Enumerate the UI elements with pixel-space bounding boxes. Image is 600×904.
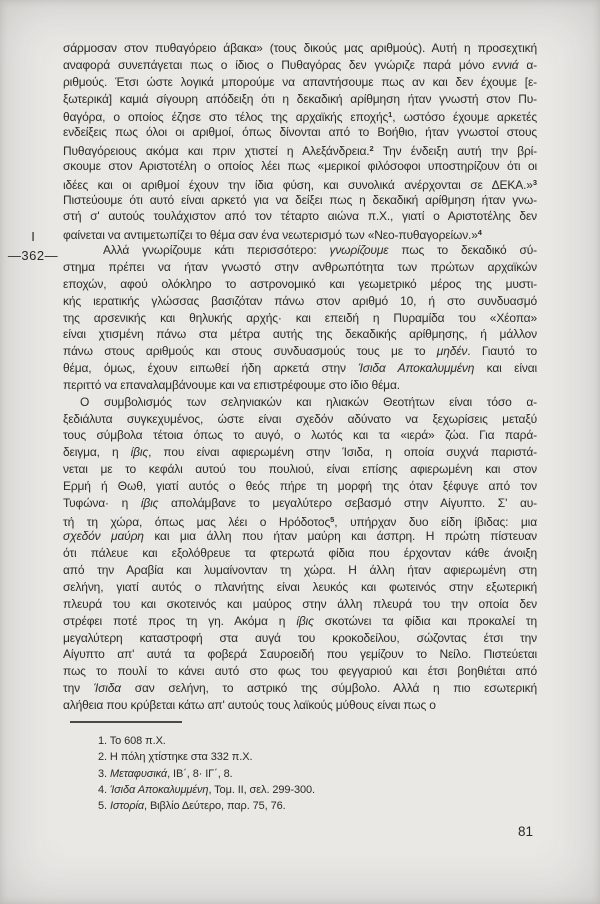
footnote-separator	[70, 721, 182, 723]
text-line	[63, 175, 537, 192]
text-segment: Αίγυπτο απ' αυτά τα φοβερά Σαυροειδή που γεμίζουν το Νείλο. Πιστεύεται	[63, 647, 537, 662]
text-segment: και μια άλλη που ήταν μαύρη και άσπρη. Η πρώτη πίστευαν	[143, 529, 537, 544]
text-line	[98, 798, 518, 814]
text-segment: 5.	[98, 800, 110, 813]
text-line	[63, 208, 537, 225]
text-segment: Πιστεύουμε ότι αυτό είναι αρκετό για να δείξει πως η δεκαδική αρίθμηση ήταν γνω-	[63, 192, 537, 207]
text-segment: τους σύμβολα τέτοια όπως το αυγό, ο λωτός και τα «ιερά» ζώα. Για παρά-	[63, 428, 537, 443]
footnote-marker: 3	[532, 177, 537, 187]
text-line	[63, 91, 537, 108]
text-line	[63, 394, 537, 411]
text-line	[63, 495, 537, 512]
text-segment: είναι χτισμένη πάνω στα μέτρα αυτής της δεκαδικής αρίθμησης, ή μάλλον	[63, 327, 537, 342]
text-segment: Ίσιδα	[93, 681, 122, 696]
text-line	[63, 545, 537, 562]
text-line	[63, 310, 537, 327]
paragraph	[63, 40, 537, 242]
text-segment: ίβις	[130, 445, 149, 460]
margin-note	[0, 226, 66, 264]
text-segment: σχεδόν μαύρη	[63, 529, 144, 544]
text-segment: , ΙΒ΄, 8· ΙΓ΄, 8.	[167, 767, 233, 780]
text-line	[63, 74, 537, 91]
text-segment: ξεδιάλυτα συγκεχυμένος, ώστε είναι σχεδόν αδύνατο να ξεχωρίσεις μεταξύ	[63, 411, 537, 426]
text-line	[63, 512, 537, 529]
text-segment: ίβις	[296, 613, 314, 628]
text-segment: πως το πουλί το κάνει αυτό στο φως του φεγγαριού και έτσι βοηθιέται από	[63, 664, 537, 679]
text-line	[63, 630, 537, 647]
text-segment: 1. Το 608 π.Χ.	[98, 735, 166, 747]
text-line	[63, 276, 537, 293]
paragraph	[63, 394, 537, 714]
text-segment: Πυθαγόρειους ακόμα και πριν χτιστεί η Αλεξάνδρεια.	[63, 144, 370, 159]
text-segment: γνωρίζουμε	[329, 243, 389, 258]
text-segment: πως το δεκαδικό σύ-	[388, 243, 537, 258]
text-segment: σάρμοσαν στον πυθαγόρειο άβακα» (τους δικούς μας αριθμούς). Αυτή η προσεχτική	[63, 41, 537, 55]
text-segment: στημα πρέπει να ήταν γνωστό στην ανθρωπότητα των πρώτων αρχαϊκών	[63, 259, 537, 274]
page-number: 81	[517, 824, 533, 839]
text-segment: μηδέν	[436, 344, 468, 359]
text-line	[63, 528, 537, 545]
text-line	[63, 124, 537, 141]
text-segment: σκουμε στον Αριστοτέλη ο οποίος λέει πως «μερικοί φιλόσοφοι υποστηρίζουν ότι οι	[63, 158, 537, 173]
text-segment: θαγόρα, ο οποίος έζησε στο τέλος της αρχαϊκής εποχής	[63, 110, 389, 125]
text-segment: α-	[518, 57, 537, 72]
text-line	[63, 141, 537, 158]
text-line	[63, 377, 537, 394]
footnote-marker: 4	[477, 228, 482, 238]
text-segment: Ιστορία	[109, 800, 145, 813]
body-text	[63, 40, 537, 714]
text-line	[98, 782, 518, 798]
margin-note-reference-number: —362—	[7, 248, 59, 263]
footnotes	[98, 733, 518, 814]
text-line	[63, 478, 537, 495]
text-segment: ριθμούς. Έτσι ώστε λογικά μπορούμε να απαντήσουμε πως αν και δεν έχουμε [ε-	[63, 74, 537, 89]
text-line	[63, 293, 537, 310]
text-segment: δειγμα, η	[63, 445, 131, 460]
text-line	[63, 461, 537, 478]
text-line	[63, 579, 537, 596]
text-segment: Αλλά γνωρίζουμε κάτι περισσότερο:	[103, 243, 330, 258]
text-line	[63, 613, 537, 630]
text-line	[63, 444, 537, 461]
text-segment: πλευρά του και σκοτεινός και μαύρος στην άλλη πλευρά του την οποία δεν	[63, 596, 537, 611]
text-segment: στρέφει ποτέ προς τη γη. Ακόμα η	[63, 613, 297, 628]
paragraph	[63, 242, 537, 394]
text-segment: , υπήρχαν δυο είδη ίβιδας: μια	[334, 514, 537, 529]
text-segment: 3.	[98, 767, 110, 780]
text-segment: τή τη χώρα, όπως μας λέει ο Ηρόδοτος	[63, 514, 331, 529]
text-segment: Τυφώνα· η	[63, 495, 141, 510]
text-segment: περιττό να επαναλαμβάνουμε και να επιστρέφουμε στο ίδιο θέμα.	[63, 377, 400, 392]
text-line	[63, 326, 537, 343]
text-line	[63, 697, 537, 714]
text-line	[98, 766, 518, 782]
text-line	[63, 259, 537, 276]
text-segment: , Βιβλίο Δεύτερο, παρ. 75, 76.	[144, 800, 286, 813]
text-segment: στή σ' αυτούς τουλάχιστον από τον τέταρτο αιώνα π.Χ., γιατί ο Αριστοτέλης δεν	[63, 209, 537, 224]
text-line	[63, 57, 537, 74]
text-segment: σελήνη, γιατί αυτός ο πλανήτης είναι λευκός και φωτεινός στην εξωτερική	[63, 580, 537, 594]
text-segment: ότι πάλευε και εξολόθρευε τα φτερωτά φίδια που έρχονταν κάθε άνοιξη	[63, 546, 537, 561]
text-line	[63, 192, 537, 209]
text-segment: απολάμβανε το μεγαλύτερο σεβασμό στην Αίγυπτο. Σ' αυ-	[158, 495, 537, 510]
text-segment: Ερμή ή Θωθ, γιατί αυτός ο θεός πήρε τη μορφή της όταν ξέφυγε από τον	[63, 478, 537, 493]
text-segment: φαίνεται να αντιμετωπίζει το θέμα σαν ένα νεωτερισμό των «Νεο-πυθαγορείων.»	[63, 228, 478, 243]
text-segment: 4.	[98, 783, 110, 796]
text-segment: της αρσενικής και θηλυκής αρχής· και επειδή η Πυραμίδα του «Χέοπα»	[63, 310, 537, 325]
text-segment: και είναι	[474, 361, 537, 376]
text-line	[63, 225, 537, 242]
text-segment: Ο συμβολισμός των σεληνιακών και ηλιακών Θεοτήτων είναι τόσο α-	[80, 394, 537, 409]
text-line	[63, 242, 537, 259]
text-segment: , ωστόσο έχουμε αρκετές	[392, 110, 537, 125]
text-line	[63, 158, 537, 175]
text-segment: ιδέες και οι αριθμοί έχουν την ίδια φύση, και συνολικά ανέρχονται σε ΔΕΚΑ.»	[63, 177, 533, 192]
text-segment: ενδείξεις πως όλοι οι αριθμοί, όπως δίνονται από το Βοήθιο, ήταν γνωστοί στους	[63, 125, 537, 140]
text-segment: ίβις	[140, 495, 159, 510]
text-line	[98, 749, 518, 765]
text-segment: μεγαλύτερη καταστροφή στα αυγά του κροκοδείλου, σώζοντας έτσι την	[63, 630, 537, 645]
text-segment: Μεταφυσικά	[109, 767, 168, 780]
text-segment: νεται με το κεφάλι αυτού του πουλιού, είναι επίσης αφιερωμένη και στον	[63, 462, 537, 477]
text-segment: , Τομ. II, σελ. 299-300.	[208, 783, 315, 796]
text-line	[63, 680, 537, 697]
text-line	[63, 107, 537, 124]
margin-note-roman-numeral: I	[31, 229, 35, 244]
text-line	[63, 411, 537, 428]
text-segment: 2. Η πόλη χτίστηκε στα 332 π.Χ.	[98, 751, 253, 764]
text-line	[63, 360, 537, 377]
text-segment: σαν σελήνη, το αστρικό της σύμβολο. Αλλά η πιο εσωτερική	[121, 681, 537, 696]
text-line	[63, 40, 537, 57]
text-segment: ξωτερικά] καμιά σίγουρη απόδειξη ότι η δεκαδική αρίθμηση ήταν γνωστή στον Πυ-	[63, 91, 537, 106]
text-segment: θέμα, όμως, έχουν ειπωθεί ήδη αρκετά στην	[63, 361, 359, 376]
text-segment: Την ένδειξη αυτή την βρί-	[373, 144, 537, 159]
text-segment: εποχών, αφού ολόκληρο το αστρονομικό και γεωμετρικό μέρος της μυστι-	[63, 276, 537, 291]
text-segment: . Γιαυτό το	[467, 344, 538, 359]
text-segment: σκοτώνει τα φίδια και προκαλεί τη	[313, 613, 537, 628]
text-segment: αλήθεια που κρύβεται κάτω απ' αυτούς τους λαϊκούς μύθους είναι πως ο	[63, 697, 436, 712]
text-line	[63, 646, 537, 663]
text-line	[63, 343, 537, 360]
text-segment: από την Αραβία και λυμαίνονταν τη χώρα. Η άλλη ήταν αφιερωμένη στη	[63, 563, 537, 578]
text-line	[63, 562, 537, 579]
text-line	[98, 733, 518, 749]
text-line	[63, 427, 537, 444]
text-segment: κής ιερατικής γλώσσας βασιζόταν πάνω στον αριθμό 10, ή στο συνδυασμό	[63, 293, 537, 308]
text-segment: εννιά	[492, 57, 519, 72]
text-segment: αναφορά συνεπάγεται πως ο ίδιος ο Πυθαγόρας δεν γνώριζε παρά μόνο	[63, 57, 493, 72]
text-segment: πάνω στους αριθμούς και στους συνδυασμούς τους με το	[63, 344, 437, 359]
text-segment: Ίσιδα Αποκαλυμμένη	[109, 783, 209, 796]
footnote-marker: 5	[330, 514, 335, 524]
footnote-marker: 2	[369, 144, 374, 154]
footnote-marker: 1	[388, 110, 393, 120]
text-segment: την	[63, 681, 94, 696]
text-segment: Ίσιδα Αποκαλυμμένη	[358, 361, 475, 376]
text-line	[63, 596, 537, 613]
text-line	[63, 663, 537, 680]
text-segment: , που είναι αφιερωμένη στην Ίσιδα, η οποία συχνά παριστά-	[148, 445, 537, 460]
